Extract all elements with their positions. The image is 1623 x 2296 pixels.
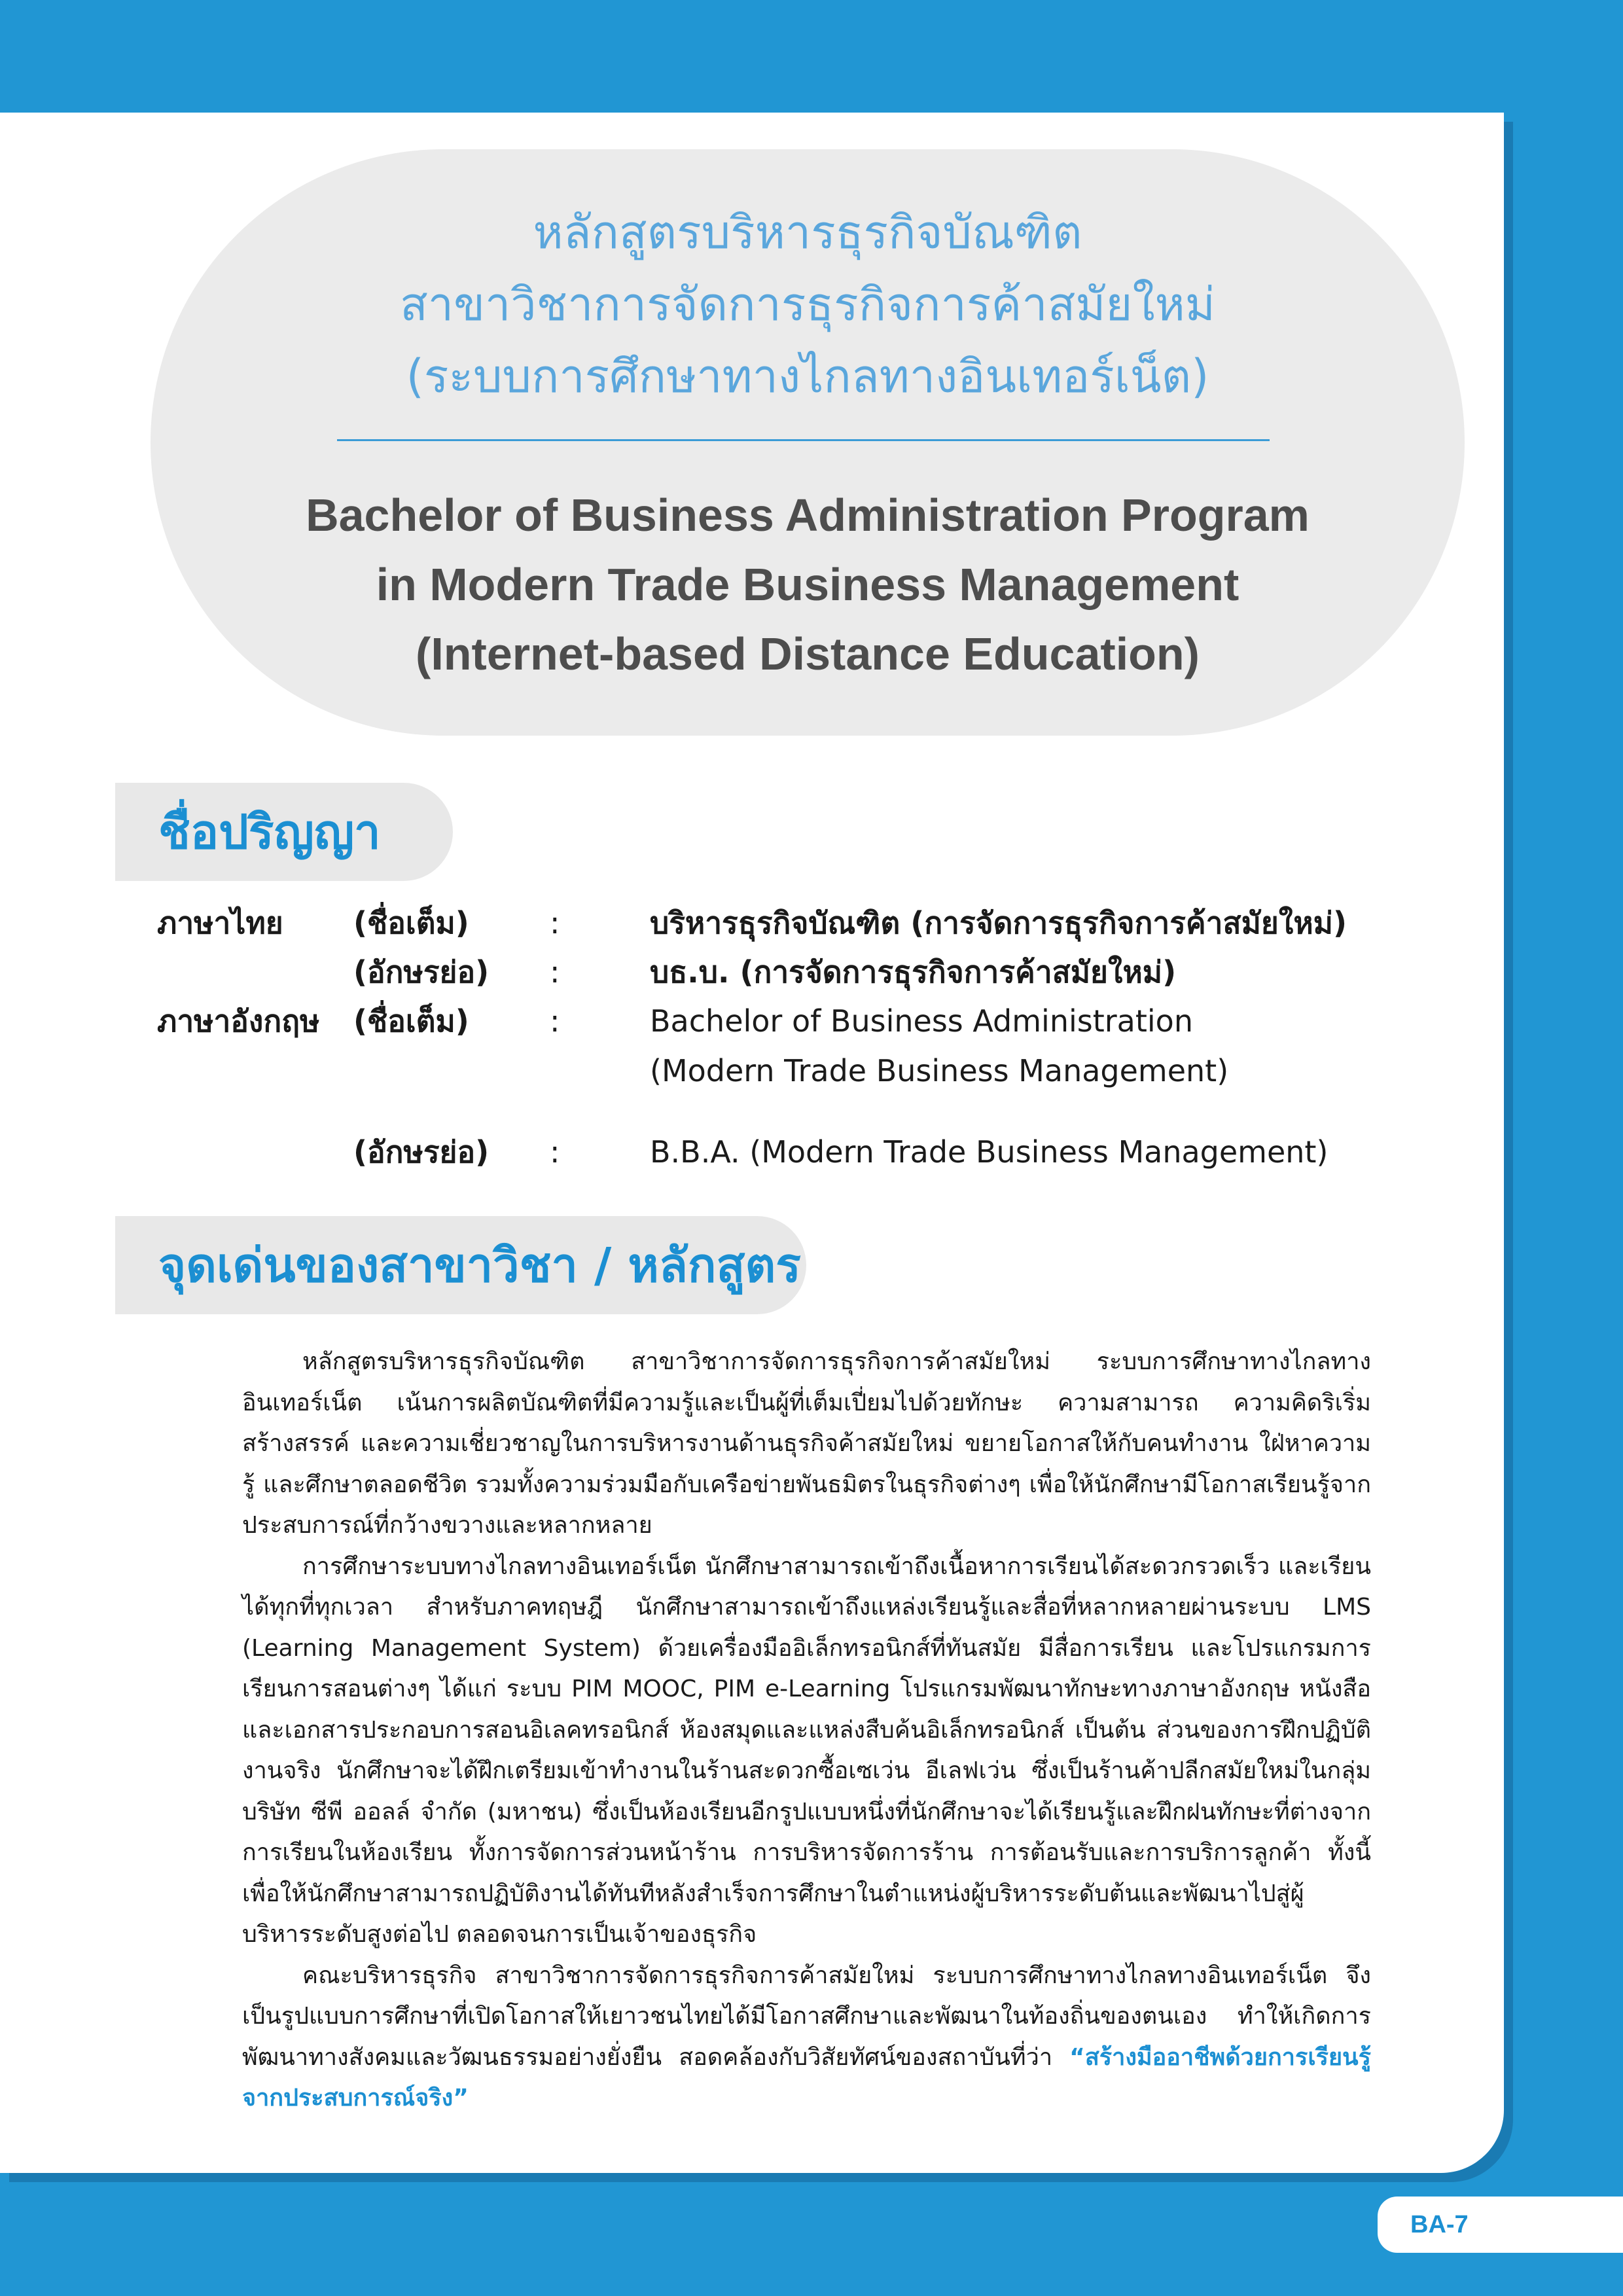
degree-kind-label: (ชื่อเต็ม) — [353, 1003, 469, 1039]
thai-title-line: (ระบบการศึกษาทางไกลทางอินเทอร์เน็ต) — [406, 350, 1209, 403]
highlights-section-tab — [115, 1216, 806, 1314]
page-number-badge — [1378, 2197, 1623, 2253]
degree-colon: : — [550, 1134, 560, 1170]
degree-section-heading: ชื่อปริญญา — [158, 804, 381, 859]
degree-section-tab — [115, 783, 453, 881]
degree-value: (Modern Trade Business Management) — [650, 1053, 1229, 1088]
thai-title-line: หลักสูตรบริหารธุรกิจบัณฑิต — [533, 206, 1082, 259]
thai-title-line: สาขาวิชาการจัดการธุรกิจการค้าสมัยใหม่ — [400, 278, 1215, 331]
degree-value: B.B.A. (Modern Trade Business Management) — [650, 1134, 1329, 1170]
title-divider — [337, 439, 1270, 441]
degree-value: บริหารธุรกิจบัณฑิต (การจัดการธุรกิจการค้าสมัยใหม่) — [650, 905, 1347, 941]
highlights-section-heading: จุดเด่นของสาขาวิชา / หลักสูตร — [158, 1238, 801, 1293]
english-title-line: in Modern Trade Business Management — [376, 559, 1240, 610]
body-paragraph: การศึกษาระบบทางไกลทางอินเทอร์เน็ต นักศึกษาสามารถเข้าถึงเนื้อหาการเรียนได้สะดวกรวดเร็ว และเรียนได้ทุกที่ทุกเวลา สำหรับภาคทฤษฎี นักศึกษาสามารถเข้าถึงแหล่งเรียนรู้และสื่อที่หลากหลายผ่านระบบ LMS (Learning Management System) ด้วยเครื่องมืออิเล็กทรอนิกส์ที่ทันสมัย มีสื่อการเรียน และโปรแกรมการเรียนการสอนต่างๆ ได้แก่ ระบบ PIM MOOC, PIM e-Learning โปรแกรมพัฒนาทักษะทางภาษาอังกฤษ หนังสือและเอกสารประกอบการสอนอิเลคทรอนิกส์ ห้องสมุดและแหล่งสืบค้นอิเล็กทรอนิกส์ เป็นต้น ส่วนของการฝึกปฏิบัติงานจริง นักศึกษาจะได้ฝึกเตรียมเข้าทำงานในร้านสะดวกซื้อเซเว่น อีเลฟเว่น ซึ่งเป็นร้านค้าปลีกสมัยใหม่ในกลุ่มบริษัท ซีพี ออลล์ จำกัด (มหาชน) ซึ่งเป็นห้องเรียนอีกรูปแบบหนึ่งที่นักศึกษาจะได้เรียนรู้และฝึกฝนทักษะที่ต่างจากการเรียนในห้องเรียน ทั้งการจัดการส่วนหน้าร้าน การบริหารจัดการร้าน การต้อนรับและการบริการลูกค้า ทั้งนี้เพื่อให้นักศึกษาสามารถปฏิบัติงานได้ทันทีหลังสำเร็จการศึกษาในตำแหน่งผู้บริหารระดับต้นและพัฒนาไปสู่ผู้บริหารระดับสูงต่อไป ตลอดจนการเป็นเจ้าของธุรกิจ — [242, 1552, 1371, 1948]
degree-colon: : — [550, 905, 560, 941]
degree-colon: : — [550, 954, 560, 990]
highlights-body — [242, 1342, 1371, 2119]
english-program-title — [151, 480, 1465, 689]
body-paragraph: หลักสูตรบริหารธุรกิจบัณฑิต สาขาวิชาการจัดการธุรกิจการค้าสมัยใหม่ ระบบการศึกษาทางไกลทางอินเทอร์เน็ต เน้นการผลิตบัณฑิตที่มีความรู้และเป็นผู้ที่เต็มเปี่ยมไปด้วยทักษะ ความสามารถ ความคิดริเริ่มสร้างสรรค์ และความเชี่ยวชาญในการบริหารงานด้านธุรกิจค้าสมัยใหม่ ขยายโอกาสให้กับคนทำงาน ใฝ่หาความรู้ และศึกษาตลอดชีวิต รวมทั้งความร่วมมือกับเครือข่ายพันธมิตรในธุรกิจต่างๆ เพื่อให้นักศึกษามีโอกาสเรียนรู้จากประสบการณ์ที่กว้างขวางและหลากหลาย — [242, 1348, 1371, 1539]
degree-lang-label: ภาษาไทย — [157, 905, 283, 941]
body-paragraph-text: คณะบริหารธุรกิจ สาขาวิชาการจัดการธุรกิจการค้าสมัยใหม่ ระบบการศึกษาทางไกลทางอินเทอร์เน็ต จึงเป็นรูปแบบการศึกษาที่เปิดโอกาสให้เยาวชนไทยได้มีโอกาสศึกษาและพัฒนาในท้องถิ่นของตนเอง ทำให้เกิดการพัฒนาทางสังคมและวัฒนธรรมอย่างยั่งยืน สอดคล้องกับวิสัยทัศน์ของสถาบันที่ว่า — [242, 1962, 1371, 2071]
degree-value: Bachelor of Business Administration — [650, 1003, 1193, 1039]
degree-colon: : — [550, 1003, 560, 1039]
degree-value: บธ.บ. (การจัดการธุรกิจการค้าสมัยใหม่) — [650, 954, 1177, 990]
degree-kind-label: (อักษรย่อ) — [353, 954, 490, 990]
english-title-line: Bachelor of Business Administration Program — [306, 490, 1310, 541]
vision-quote: “สร้างมืออาชีพด้วยการเรียนรู้จากประสบการณ์จริง” — [242, 2043, 1371, 2111]
degree-lang-label: ภาษาอังกฤษ — [157, 1003, 320, 1039]
thai-program-title — [151, 196, 1465, 412]
degree-kind-label: (อักษรย่อ) — [353, 1134, 490, 1170]
body-paragraph — [242, 1956, 1371, 2119]
degree-kind-label: (ชื่อเต็ม) — [353, 905, 469, 941]
page-number: BA-7 — [1410, 2211, 1469, 2238]
english-title-line: (Internet-based Distance Education) — [416, 628, 1200, 679]
